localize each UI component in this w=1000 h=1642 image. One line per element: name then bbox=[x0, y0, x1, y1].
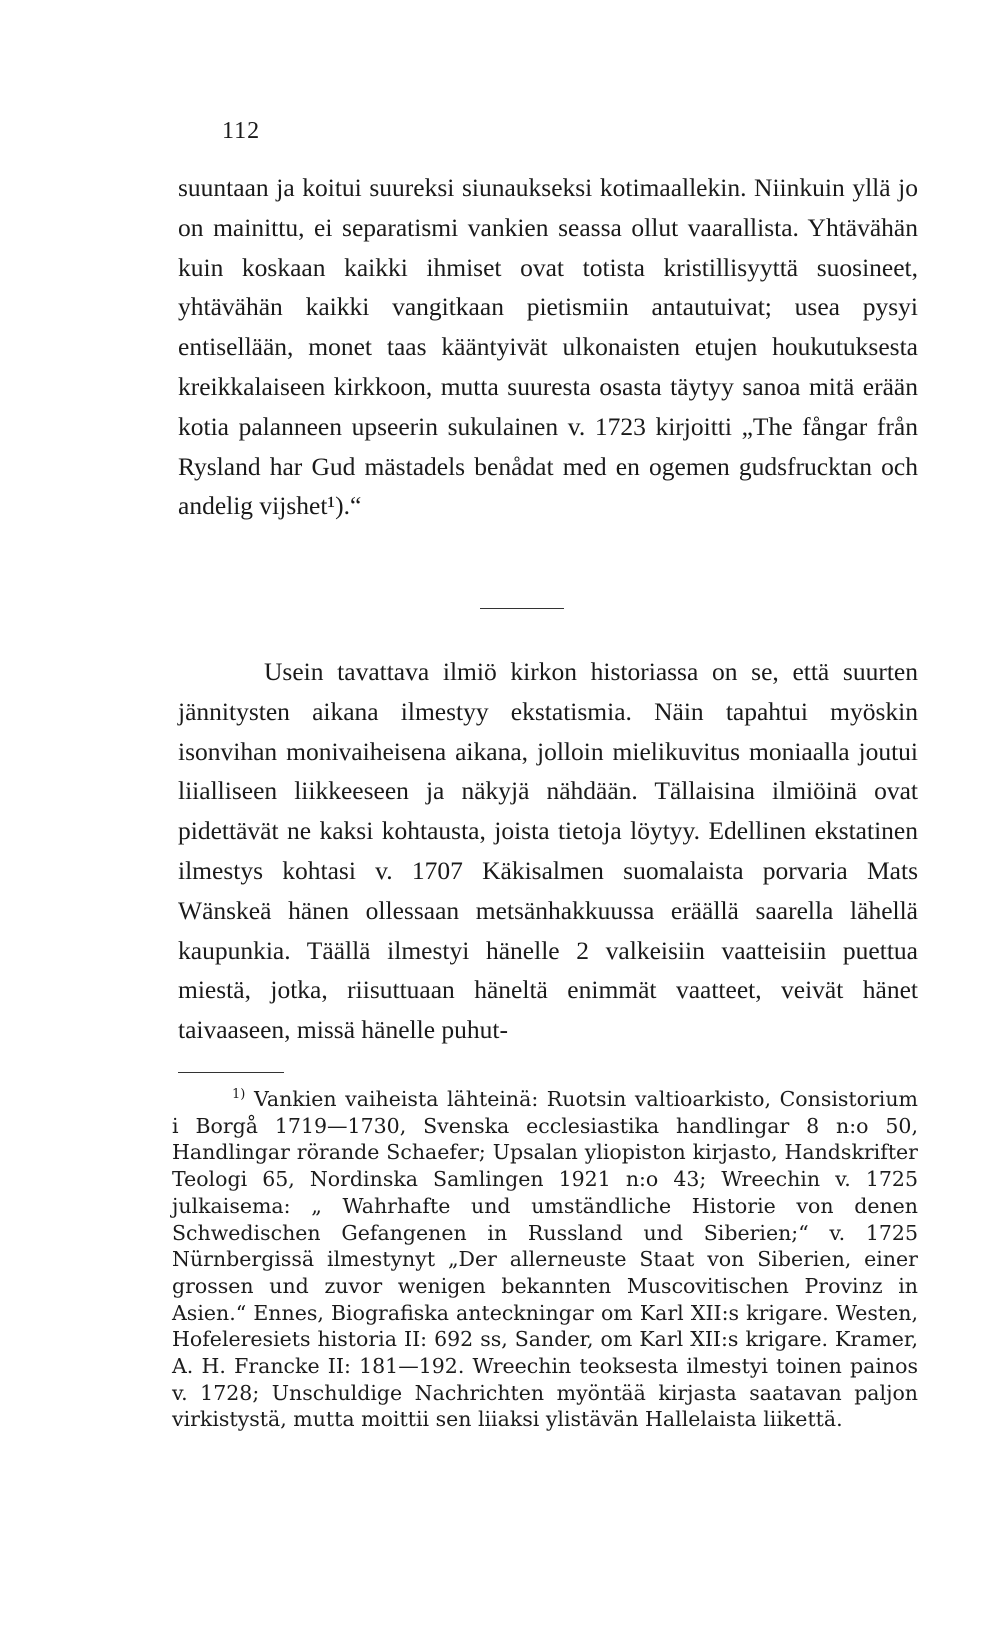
page-number: 112 bbox=[222, 118, 261, 144]
paragraph-text: suuntaan ja koitui suureksi siunaukseksi kotimaallekin. Niinkuin yllä jo on mainittu, ei separatismi vankien seassa ollut vaarallista. Yhtävähän kuin koskaan kaikki ihmiset ovat totista kristillisyyttä suosineet, yhtävähän kaikki vangitkaan pietismiin antautuivat; usea pysyi entisellään, monet taas kääntyivät ulkonaisten etujen houkutuksesta kreikkalaiseen kirkkoon, mutta suuresta osasta täytyy sanoa mitä erään kotia palanneen upseerin sukulainen v. 1723 kirjoitti „The fångar från Rysland har Gud mästadels benådat med en ogemen gudsfrucktan och andelig vijshet¹).“ bbox=[178, 173, 918, 521]
footnote-marker: 1) bbox=[232, 1087, 246, 1103]
footnote-rule bbox=[178, 1072, 284, 1073]
section-divider bbox=[480, 608, 564, 609]
footnote-text: Vankien vaiheista lähteinä: Ruotsin valtioarkisto, Consistorium i Borgå 1719—1730, Svenska ecclesiastika handlingar 8 n:o 50, Handlingar rörande Schaefer; Upsalan yliopiston kirjasto, Handskrifter Teologi 65, Nordinska Samlingen 1921 n:o 43; Wreechin v. 1725 julkaisema: „ Wahrhafte und umständliche Historie von denen Schwedischen Gefangenen in Russland und Siberien;“ v. 1725 Nürnbergissä ilmestynyt „Der allerneuste Staat von Siberien, einer grossen und zuvor wenigen bekannten Muscovitischen Provinz in Asien.“ Ennes, Biografiska anteckningar om Karl XII:s krigare. Westen, Hofeleresiets historia II: 692 ss, Sander, om Karl XII:s krigare. Kramer, A. H. Francke II: 181—192. Wreechin teoksesta ilmestyi toinen painos v. 1728; Unschuldige Nachrichten myöntää kirjasta saatavan paljon virkistystä, mutta moittii sen liiaksi ylistävän Hallelaista liikettä. bbox=[172, 1087, 918, 1432]
paragraph-text: Usein tavattava ilmiö kirkon historiassa on se, että suurten jännitysten aikana ilmestyy ekstatismia. Näin tapahtui myöskin isonvihan monivaiheisena aikana, jolloin mielikuvitus moniaalla joutui liialliseen liikkeeseen ja näkyjä nähdään. Tällaisina ilmiöinä ovat pidettävät ne kaksi kohtausta, joista tietoja löytyy. Edellinen ekstatinen ilmestys kohtasi v. 1707 Käkisalmen suomalaista porvaria Mats Wänskeä hänen ollessaan metsänhakkuussa eräällä saarella lähellä kaupunkia. Täällä ilmestyi hänelle 2 valkeisiin vaatteisiin puettua miestä, jotka, riisuttuaan häneltä enimmät vaatteet, veivät hänet taivaaseen, missä hänelle puhut- bbox=[178, 657, 918, 1045]
footnote bbox=[172, 1086, 918, 1433]
body-paragraph-2 bbox=[178, 652, 918, 1050]
body-paragraph-1 bbox=[178, 168, 918, 526]
